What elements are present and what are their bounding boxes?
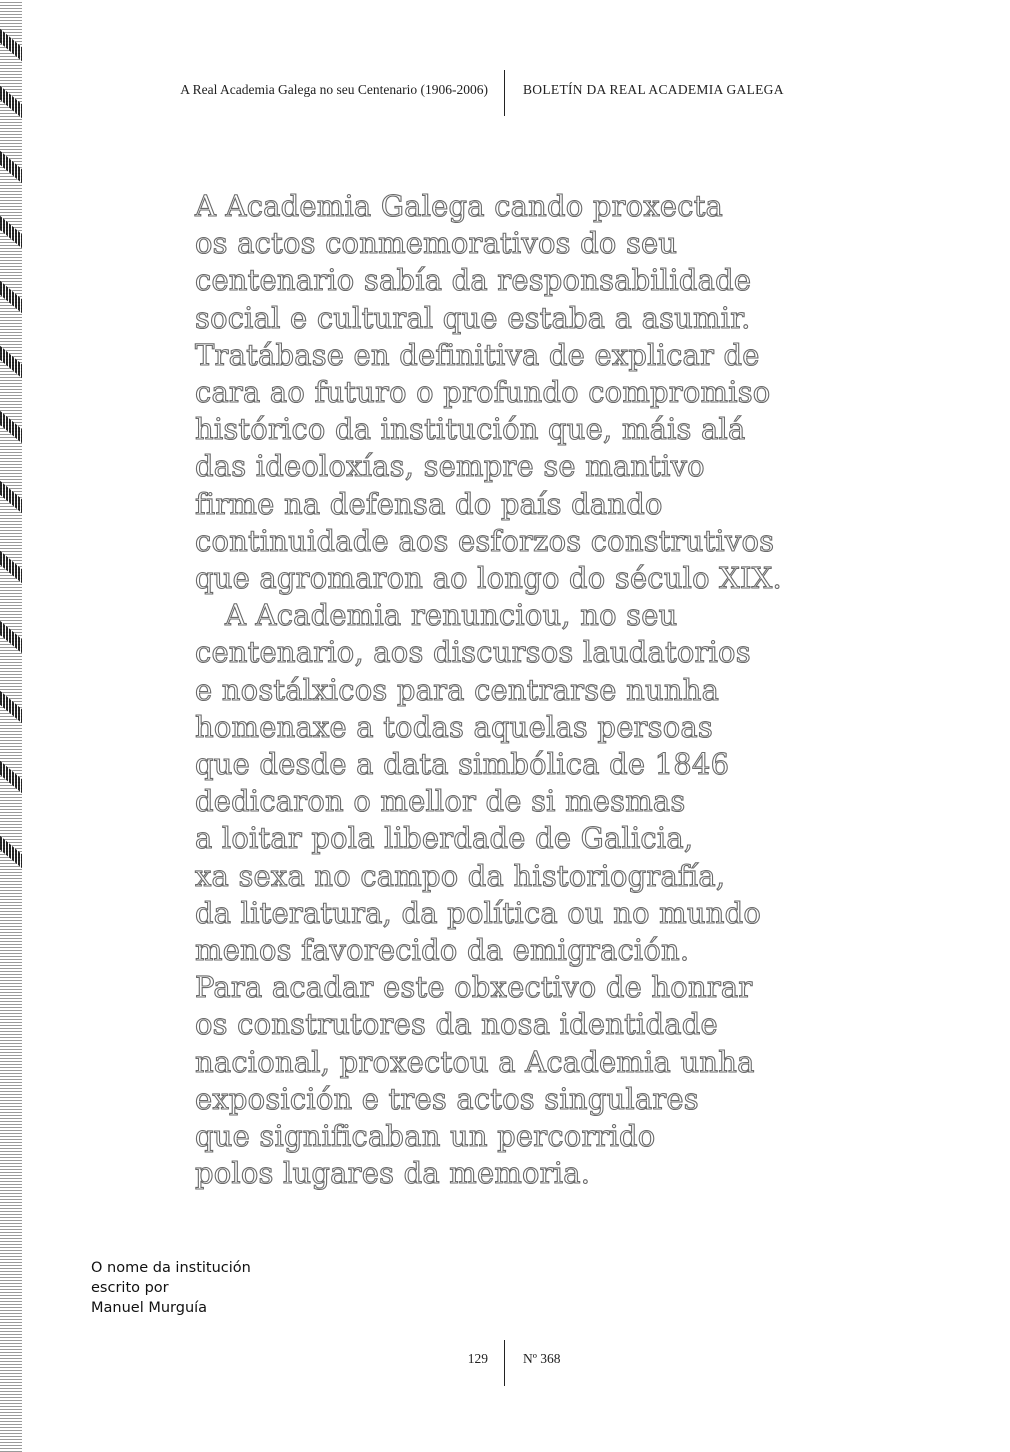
- caption-line: Manuel Murguía: [91, 1300, 208, 1316]
- text-line: nacional, proxectou a Academia unha: [195, 1044, 755, 1079]
- text-line: social e cultural que estaba a asumir.: [195, 300, 751, 335]
- edge-mark: [0, 281, 22, 313]
- text-line: que agromaron ao longo do século XIX.: [195, 561, 782, 596]
- caption-line: escrito por: [91, 1280, 169, 1296]
- text-line: xa sexa no campo da historiografía,: [195, 858, 726, 893]
- caption-line: O nome da institución: [91, 1260, 251, 1276]
- issue-number: Nº 368: [523, 1351, 561, 1366]
- page-footer: [0, 1340, 1010, 1390]
- text-line: que desde a data simbólica de 1846: [195, 747, 730, 782]
- page-edge-pattern: [0, 0, 22, 1452]
- text-line: centenario, aos discursos laudatorios: [195, 635, 751, 670]
- edge-mark: [0, 346, 22, 378]
- text-line: histórico da institución que, máis alá: [195, 412, 746, 447]
- text-line: os construtores da nosa identidade: [195, 1007, 718, 1042]
- header-divider: [504, 70, 505, 116]
- text-line: Tratábase en definitiva de explicar de: [195, 337, 760, 372]
- edge-mark: [0, 151, 22, 183]
- edge-mark: [0, 216, 22, 248]
- edge-mark: [0, 411, 22, 443]
- edge-mark: [0, 836, 22, 868]
- text-line: exposición e tres actos singulares: [195, 1081, 699, 1116]
- footer-divider: [504, 1340, 505, 1386]
- body-text: [195, 188, 875, 1192]
- edge-mark: [0, 691, 22, 723]
- text-line: continuidade aos esforzos construtivos: [195, 523, 775, 558]
- page-header: [0, 78, 1010, 118]
- text-line: A Academia Galega cando proxecta: [195, 189, 724, 223]
- edge-mark: [0, 621, 22, 653]
- text-line: dedicaron o mellor de si mesmas: [195, 784, 686, 819]
- edge-mark: [0, 551, 22, 583]
- text-line: menos favorecido da emigración.: [195, 933, 690, 968]
- text-line: e nostálxicos para centrarse nunha: [195, 672, 720, 707]
- text-line: que significaban un percorrido: [195, 1119, 656, 1154]
- text-line: cara ao futuro o profundo compromiso: [195, 375, 771, 410]
- text-line: A Academia renunciou, no seu: [225, 598, 678, 633]
- figure-caption: [91, 1258, 251, 1318]
- text-line: da literatura, da política ou no mundo: [195, 895, 762, 930]
- running-title-left: A Real Academia Galega no seu Centenario (1906-2006): [180, 82, 488, 97]
- text-line: os actos conmemorativos do seu: [195, 226, 678, 261]
- edge-mark: [0, 481, 22, 513]
- edge-mark: [0, 29, 22, 61]
- text-line: a loitar pola liberdade de Galicia,: [195, 821, 694, 856]
- text-line: centenario sabía da responsabilidade: [195, 263, 752, 298]
- text-line: Para acadar este obxectivo de honrar: [195, 970, 753, 1005]
- text-line: polos lugares da memoria.: [195, 1156, 591, 1191]
- edge-mark: [0, 761, 22, 793]
- text-line: firme na defensa do país dando: [195, 486, 663, 521]
- page-number: 129: [467, 1351, 488, 1366]
- running-title-right: BOLETÍN DA REAL ACADEMIA GALEGA: [523, 82, 784, 97]
- text-line: das ideoloxías, sempre se mantivo: [195, 449, 705, 484]
- text-line: homenaxe a todas aquelas persoas: [195, 709, 713, 744]
